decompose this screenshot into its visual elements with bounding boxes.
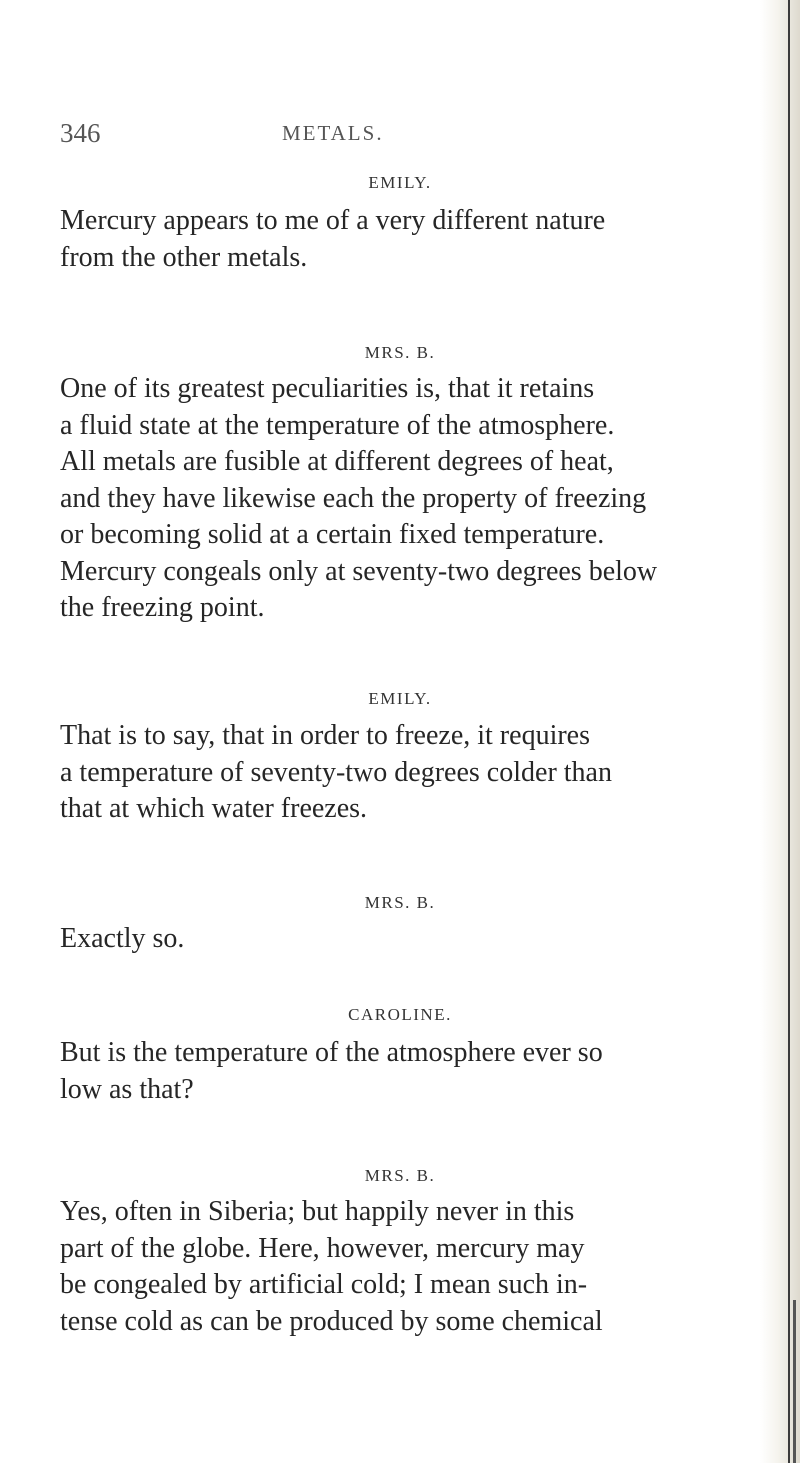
page-edge-mark: [793, 1300, 796, 1463]
text-line: or becoming solid at a certain fixed temperature.: [60, 519, 605, 550]
dialogue-paragraph: [60, 921, 740, 958]
dialogue-paragraph: [60, 1194, 740, 1340]
text-line: a fluid state at the temperature of the atmosphere.: [60, 409, 615, 441]
dialogue-paragraph: [60, 371, 740, 627]
text-line: a temperature of seventy-two degrees colder than: [60, 756, 612, 788]
dialogue-paragraph: [60, 718, 740, 828]
text-line: tense cold as can be produced by some chemical: [60, 1305, 603, 1337]
text-line: Yes, often in Siberia; but happily never in this: [60, 1196, 575, 1227]
speaker-name: EMILY.: [368, 689, 432, 708]
text-line: part of the globe. Here, however, mercury may: [60, 1232, 585, 1264]
running-title: METALS.: [282, 121, 384, 145]
speaker-name: EMILY.: [368, 173, 432, 192]
page-edge-line: [788, 0, 790, 1463]
speaker-name: MRS. B.: [364, 343, 436, 362]
running-head: [60, 118, 760, 158]
text-line: Exactly so.: [60, 923, 185, 954]
text-line: Mercury congeals only at seventy-two degrees below: [60, 555, 658, 587]
text-line: be congealed by artificial cold; I mean such in-: [60, 1269, 588, 1300]
text-line: low as that?: [60, 1073, 194, 1105]
text-line: that at which water freezes.: [60, 793, 368, 824]
text-line: from the other metals.: [60, 241, 308, 273]
page-edge-shadow: [760, 0, 800, 1463]
speaker-name: CAROLINE.: [348, 1005, 452, 1024]
text-line: That is to say, that in order to freeze, it requires: [60, 720, 590, 751]
text-line: and they have likewise each the property of freezing: [60, 482, 647, 514]
dialogue-paragraph: [60, 1035, 740, 1108]
text-line: One of its greatest peculiarities is, that it retains: [60, 373, 595, 404]
text-line: the freezing point.: [60, 592, 265, 623]
dialogue-paragraph: [60, 203, 740, 276]
text-line: Mercury appears to me of a very different nature: [60, 205, 606, 236]
speaker-name: MRS. B.: [364, 893, 436, 912]
text-line: All metals are fusible at different degrees of heat,: [60, 446, 614, 477]
text-line: But is the temperature of the atmosphere ever so: [60, 1037, 603, 1068]
speaker-name: MRS. B.: [364, 1166, 436, 1185]
page-number: 346: [60, 118, 101, 148]
